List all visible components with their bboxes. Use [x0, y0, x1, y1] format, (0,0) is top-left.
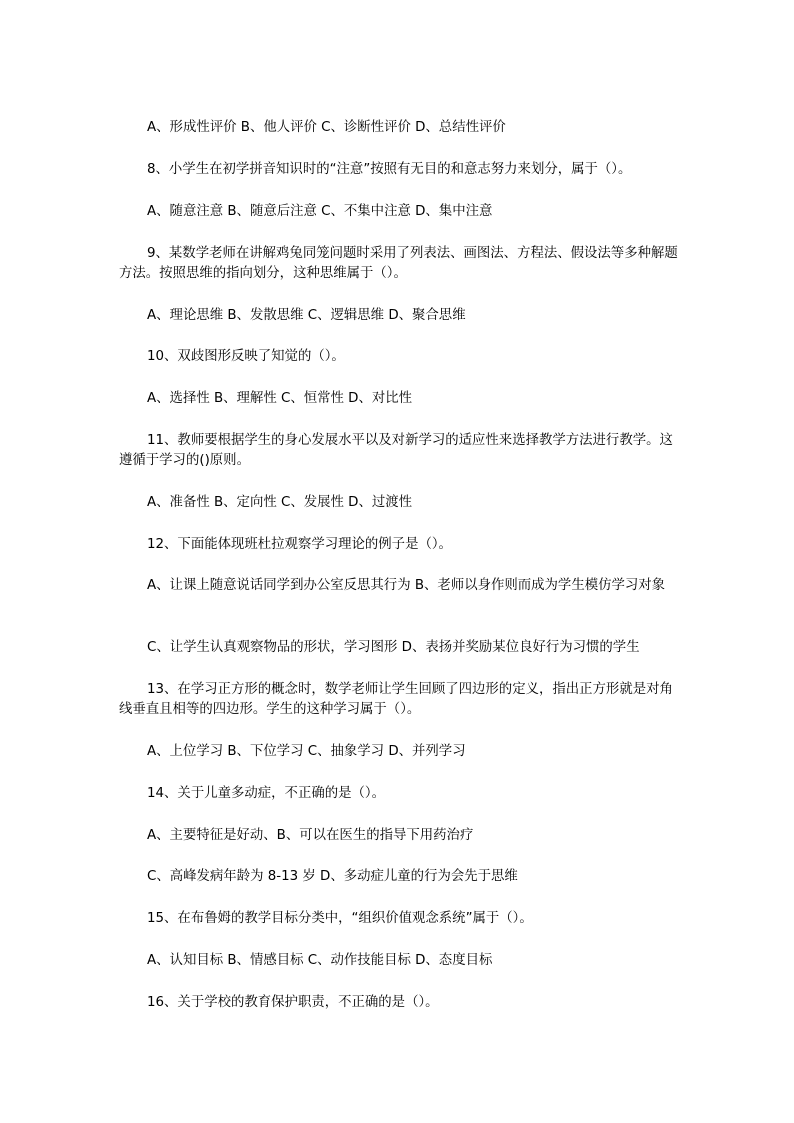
answer-options-q14-ab: A、主要特征是好动、B、可以在医生的指导下用药治疗: [147, 828, 474, 843]
question-9: 9、某数学老师在讲解鸡兔同笼问题时采用了列表法、画图法、方程法、假设法等多种解题方法。按照思维的指向划分，这种思维属于（）。: [119, 246, 678, 281]
question-10: 10、双歧图形反映了知觉的（）。: [147, 349, 345, 364]
answer-options-q14-cd: C、高峰发病年龄为 8-13 岁 D、多动症儿童的行为会先于思维: [147, 869, 518, 884]
question-15: 15、在布鲁姆的教学目标分类中，“组织价值观念系统”属于（）。: [147, 911, 533, 926]
answer-options-q11: A、准备性 B、定向性 C、发展性 D、过渡性: [147, 495, 413, 510]
answer-options-q7: A、形成性评价 B、他人评价 C、诊断性评价 D、总结性评价: [147, 120, 506, 135]
question-8: 8、小学生在初学拼音知识时的“注意”按照有无目的和意志努力来划分，属于（）。: [147, 162, 632, 177]
answer-options-q12-ab: A、让课上随意说话同学到办公室反思其行为 B、老师以身作则而成为学生模仿学习对象: [147, 578, 666, 593]
question-11: 11、教师要根据学生的身心发展水平以及对新学习的适应性来选择教学方法进行教学。这遵循于学习的()原则。: [119, 433, 673, 468]
question-14: 14、关于儿童多动症，不正确的是（）。: [147, 786, 385, 801]
question-13: 13、在学习正方形的概念时，数学老师让学生回顾了四边形的定义，指出正方形就是对角线垂直且相等的四边形。学生的这种学习属于（）。: [119, 682, 673, 717]
answer-options-q12-cd: C、让学生认真观察物品的形状，学习图形 D、表扬并奖励某位良好行为习惯的学生: [147, 640, 640, 655]
answer-options-q10: A、选择性 B、理解性 C、恒常性 D、对比性: [147, 391, 413, 406]
answer-options-q8: A、随意注意 B、随意后注意 C、不集中注意 D、集中注意: [147, 204, 493, 219]
answer-options-q15: A、认知目标 B、情感目标 C、动作技能目标 D、态度目标: [147, 953, 493, 968]
question-12: 12、下面能体现班杜拉观察学习理论的例子是（）。: [147, 537, 452, 552]
answer-options-q9: A、理论思维 B、发散思维 C、逻辑思维 D、聚合思维: [147, 308, 466, 323]
answer-options-q13: A、上位学习 B、下位学习 C、抽象学习 D、并列学习: [147, 744, 466, 759]
question-16: 16、关于学校的教育保护职责，不正确的是（）。: [147, 995, 439, 1010]
